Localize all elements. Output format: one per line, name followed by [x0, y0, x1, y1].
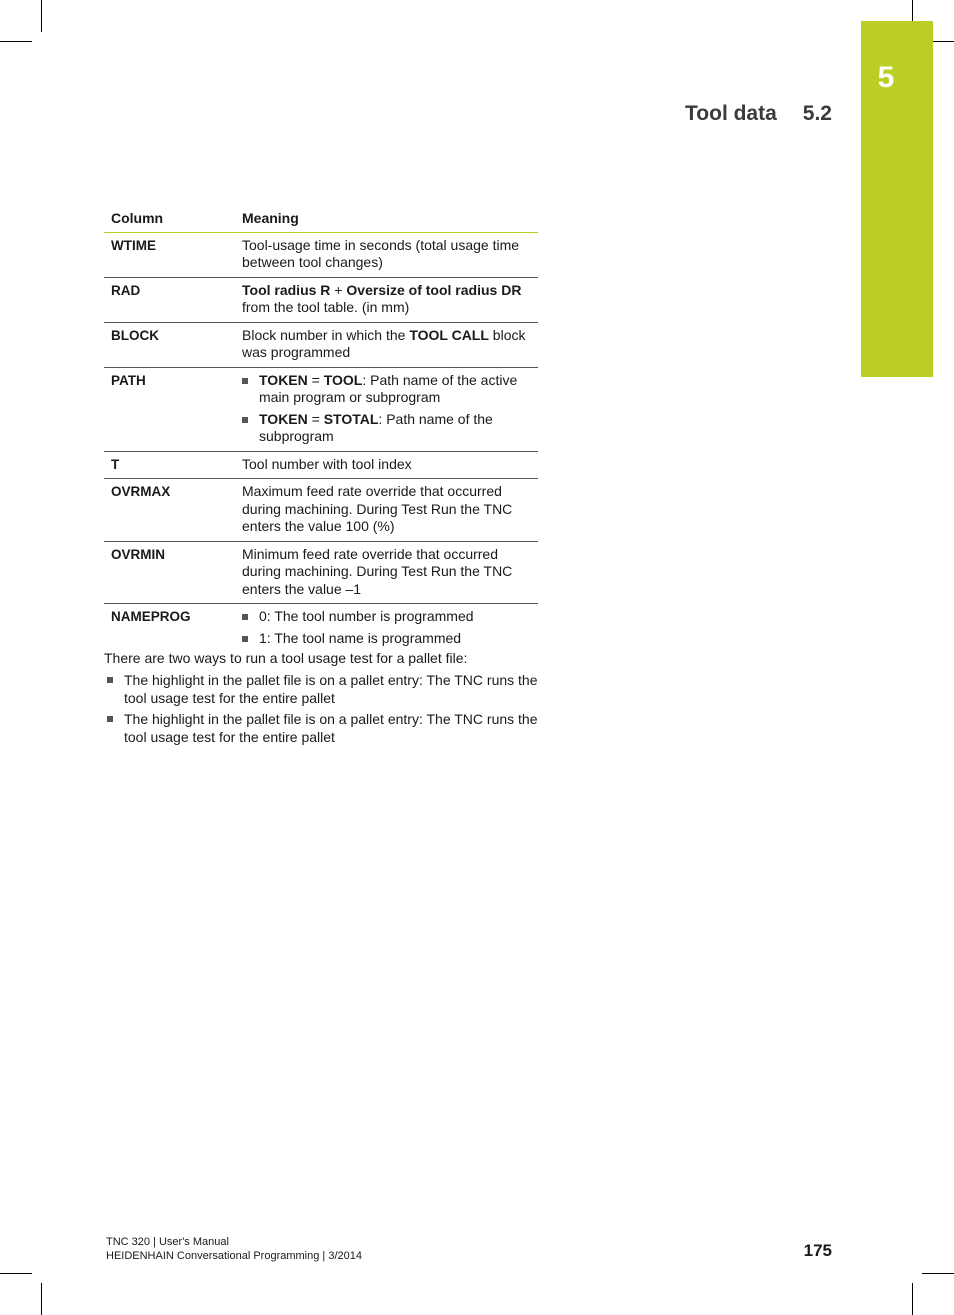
table-row-nameprog [104, 604, 538, 653]
footer-line-2: HEIDENHAIN Conversational Programming | 3/2014 [106, 1250, 362, 1262]
page-number: 175 [803, 1241, 832, 1260]
crop-mark [0, 41, 32, 42]
row-column-name: BLOCK [104, 322, 235, 367]
row-column-name: NAMEPROG [111, 609, 191, 624]
path-list [242, 372, 531, 446]
table-row-path [104, 367, 538, 451]
list-item [104, 710, 538, 746]
bold-term: TOKEN [259, 410, 308, 427]
row-meaning: Minimum feed rate override that occurred during machining. During Test Run the TNC enters the value –1 [235, 541, 538, 604]
bold-term: TOOL [323, 371, 363, 388]
row-column-name: T [104, 451, 235, 479]
list-item [242, 372, 531, 407]
running-head-title: Tool data [685, 102, 777, 125]
row-meaning [235, 367, 538, 451]
row-meaning [235, 322, 538, 367]
row-column-name: RAD [104, 277, 235, 322]
column-table [104, 207, 538, 652]
text-fragment: = [307, 410, 324, 427]
row-meaning: Maximum feed rate override that occurred during machining. During Test Run the TNC enters the value 100 (%) [235, 479, 538, 542]
bold-term: STOTAL [323, 410, 379, 427]
square-bullet-icon [242, 614, 248, 620]
crop-mark [41, 1283, 42, 1315]
square-bullet-icon [242, 378, 248, 384]
chapter-number: 5 [877, 61, 895, 94]
list-item [242, 630, 531, 648]
bold-term: TOKEN [259, 371, 308, 388]
crop-mark [922, 1273, 954, 1274]
text-fragment: + [330, 281, 347, 298]
crop-mark [0, 1273, 32, 1274]
list-item [242, 411, 531, 446]
text-fragment: block was programmed [242, 326, 526, 360]
text-fragment: = [307, 371, 324, 388]
crop-mark [41, 0, 42, 32]
header-column: Column [104, 207, 235, 232]
table-row-wtime [104, 232, 538, 277]
row-meaning [235, 604, 538, 653]
body-bullet-list [104, 671, 538, 749]
row-column-name: OVRMAX [104, 479, 235, 542]
text-fragment: : Path name of the active main program or subprogram [259, 371, 518, 405]
row-column-name: OVRMIN [104, 541, 235, 604]
running-head [685, 102, 832, 130]
row-meaning [235, 277, 538, 322]
header-meaning: Meaning [235, 207, 538, 232]
chapter-tab [861, 21, 933, 377]
square-bullet-icon [107, 677, 113, 683]
square-bullet-icon [242, 417, 248, 423]
table-header-row [104, 207, 538, 232]
text-fragment: Block number in which the [242, 326, 410, 343]
row-column-name: PATH [104, 367, 235, 451]
body-intro: There are two ways to run a tool usage test for a pallet file: [104, 650, 468, 666]
row-meaning: Tool-usage time in seconds (total usage time between tool changes) [235, 232, 538, 277]
row-column-name: WTIME [104, 232, 235, 277]
row-meaning: Tool number with tool index [235, 451, 538, 479]
footer-line-1: TNC 320 | User's Manual [106, 1236, 229, 1248]
footer [106, 1235, 362, 1263]
list-item-text: 1: The tool name is programmed [259, 629, 462, 646]
bold-term: TOOL CALL [409, 326, 489, 343]
running-head-section: 5.2 [802, 102, 832, 125]
table-row-t [104, 451, 538, 479]
list-item-text: 0: The tool number is programmed [259, 608, 474, 624]
square-bullet-icon [107, 716, 113, 722]
text-fragment: from the tool table. (in mm) [242, 299, 410, 315]
text-fragment: : Path name of the subprogram [259, 410, 493, 444]
list-item [104, 671, 538, 707]
table-row-ovrmin [104, 541, 538, 604]
table-row-ovrmax [104, 479, 538, 542]
bold-term: Oversize of tool radius DR [346, 281, 522, 298]
table-row-block [104, 322, 538, 367]
list-item-text: The highlight in the pallet file is on a pallet entry: The TNC runs the tool usage test for the entire pallet [124, 711, 538, 745]
list-item [242, 608, 531, 626]
crop-mark [912, 1283, 913, 1315]
table-row-rad [104, 277, 538, 322]
bold-term: Tool radius R [242, 281, 331, 298]
nameprog-list [242, 608, 531, 647]
list-item-text: The highlight in the pallet file is on a pallet entry: The TNC runs the tool usage test for the entire pallet [124, 672, 538, 706]
square-bullet-icon [242, 636, 248, 642]
